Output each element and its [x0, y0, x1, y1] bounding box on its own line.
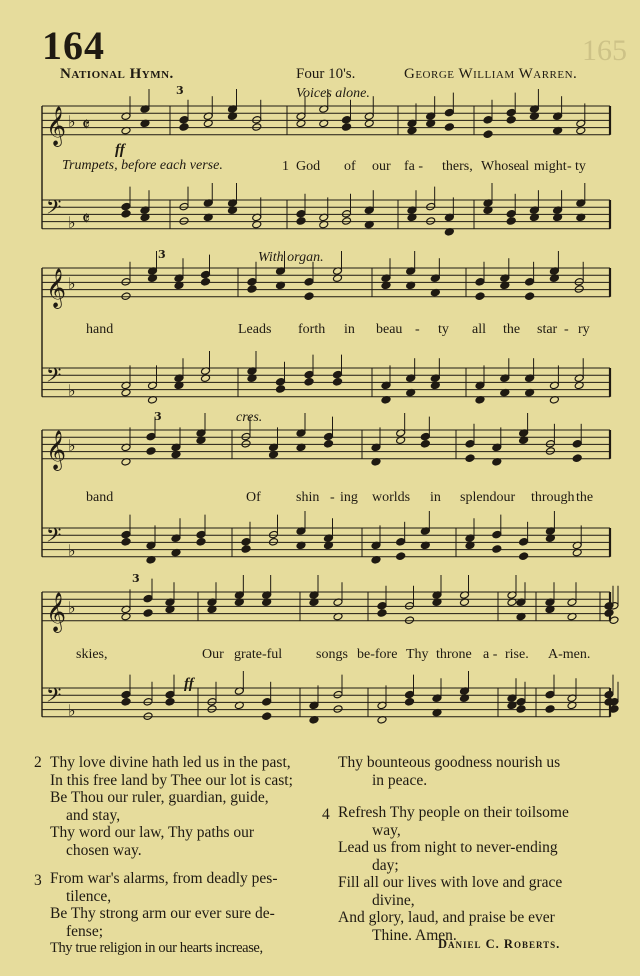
time-signature-icon: 𝄵 [82, 114, 91, 136]
triplet-marking: 3 [132, 572, 140, 585]
bleed-through-number: 165 [582, 34, 627, 67]
note-head [333, 690, 343, 699]
lyric: skies, [76, 647, 108, 662]
note-head [396, 552, 406, 561]
note-head [506, 116, 516, 125]
note-head [196, 530, 206, 539]
note-head [196, 538, 206, 547]
verse-line: and stay, [66, 806, 121, 824]
note-head [241, 545, 251, 554]
meter: Four 10's. [296, 66, 356, 82]
lyric: splendour [460, 490, 516, 505]
note-head [396, 538, 406, 547]
verse-line: Refresh Thy people on their toilsome [338, 804, 569, 821]
note-head [262, 698, 272, 707]
note-head [574, 285, 584, 294]
note-head [207, 705, 217, 714]
treble-clef-icon: 𝄞 [46, 591, 67, 632]
note-head [545, 705, 555, 714]
verse-line: Be Thy strong arm our ever sure de- [50, 905, 275, 922]
flat-icon: ♭ [68, 381, 76, 401]
flat-icon: ♭ [68, 274, 76, 293]
lyric: our [372, 159, 391, 174]
note-head [121, 292, 131, 301]
verse-line: Thy bounteous goodness nourish us [338, 754, 561, 771]
lyric: might [534, 159, 567, 174]
lyric: songs [316, 647, 348, 662]
lyric: of [344, 159, 356, 174]
lyric: 1 [282, 159, 289, 174]
note-head [377, 602, 387, 611]
note-head [247, 278, 257, 287]
note-head [201, 278, 211, 287]
lyric: - [564, 322, 569, 337]
note-head [121, 210, 131, 219]
flat-icon: ♭ [68, 112, 76, 131]
note-head [269, 538, 279, 547]
note-head [304, 378, 314, 387]
lyric: band [86, 490, 114, 505]
verse-line: divine, [372, 891, 415, 909]
note-head [146, 432, 156, 441]
note-head [333, 705, 343, 714]
verse-line: in peace. [372, 771, 428, 789]
verse-line: Thy word our law, Thy paths our [50, 824, 255, 841]
treble-clef-icon: 𝄞 [46, 429, 67, 470]
lyric: in [344, 322, 355, 337]
lyric: Whose [481, 159, 520, 174]
note-head [121, 690, 131, 699]
lyric: fa - [404, 159, 424, 174]
note-head [483, 130, 493, 139]
note-head [241, 432, 251, 441]
note-head [143, 712, 153, 721]
verse-number: 2 [34, 754, 42, 771]
lyric: A-men. [548, 647, 591, 662]
lyric: ry [578, 322, 590, 337]
lyric: all [472, 322, 486, 337]
note-head [252, 116, 262, 125]
verse-4 [338, 804, 569, 944]
note-head [545, 440, 555, 449]
note-head [241, 440, 251, 449]
verse-line: From war's alarms, from deadly pes- [50, 870, 278, 887]
note-head [296, 217, 306, 226]
flat-icon: ♭ [68, 436, 76, 455]
note-head [252, 123, 262, 132]
note-head [342, 123, 352, 132]
note-head [465, 440, 475, 449]
note-head [444, 108, 454, 117]
with-organ-marking: With organ. [258, 250, 324, 265]
lyric: a - [483, 647, 498, 662]
verse-line: chosen way. [66, 841, 142, 859]
note-head [516, 698, 526, 707]
note-head [333, 370, 343, 379]
tune-name: National Hymn. [60, 66, 174, 82]
note-head [475, 292, 485, 301]
ff-dynamic: ff [115, 142, 125, 158]
triplet-marking: 3 [176, 84, 184, 97]
lyric: hand [86, 322, 114, 337]
note-head [525, 278, 535, 287]
lyric: through [531, 490, 575, 505]
lyric: thers, [442, 159, 473, 174]
lyric: worlds [372, 490, 411, 505]
note-head [444, 123, 454, 132]
note-head [143, 594, 153, 603]
note-head [525, 292, 535, 301]
lyric: star [537, 322, 558, 337]
verse-line: In this free land by Thee our lot is cast; [50, 771, 293, 789]
note-head [604, 609, 614, 618]
flat-icon: ♭ [68, 701, 76, 721]
bass-clef-icon: 𝄢 [46, 363, 62, 392]
note-head [121, 530, 131, 539]
note-head [304, 370, 314, 379]
note-head [405, 698, 415, 707]
lyric: God [296, 159, 321, 174]
lyric: grate-ful [234, 647, 283, 662]
verse-line: Thy love divine hath led us in the past, [50, 754, 291, 771]
author: Daniel C. Roberts. [438, 937, 561, 951]
verse-line: day; [372, 856, 399, 874]
note-head [516, 705, 526, 714]
note-head [506, 210, 516, 219]
note-head [475, 278, 485, 287]
verse-3 [50, 870, 277, 958]
note-head [207, 698, 217, 707]
lyric: - [415, 322, 420, 337]
lyric: ty [438, 322, 449, 337]
note-head [333, 378, 343, 387]
treble-clef-icon: 𝄞 [46, 267, 67, 308]
composer: George William Warren. [404, 66, 578, 82]
note-head [545, 690, 555, 699]
note-head [276, 385, 286, 394]
verse-line: Fill all our lives with love and grace [338, 874, 563, 891]
note-head [604, 690, 614, 699]
verse-line: Be Thou our ruler, guardian, guide, [50, 789, 269, 806]
note-head [405, 602, 415, 611]
lyric: the [503, 322, 521, 337]
note-head [420, 440, 430, 449]
note-head [179, 202, 189, 211]
verse-3-continued [338, 754, 560, 789]
lyric: beau [376, 322, 403, 337]
note-head [276, 378, 286, 387]
verse-line: And glory, laud, and praise be ever [338, 909, 555, 926]
note-head [426, 202, 436, 211]
note-head [426, 217, 436, 226]
note-head [247, 285, 257, 294]
note-head [492, 545, 502, 554]
verse-line: Lead us from night to never-ending [338, 839, 558, 856]
lyric: Our [202, 647, 224, 662]
lyric: shin [296, 490, 320, 505]
verse-line: way, [372, 821, 401, 839]
verse-line: Thine. Amen. [372, 926, 457, 944]
note-head [572, 440, 582, 449]
verse-number: 4 [322, 806, 330, 823]
note-head [121, 698, 131, 707]
voices-alone-marking: Voices alone. [296, 86, 370, 101]
note-head [179, 217, 189, 226]
lyric: Of [246, 490, 261, 505]
note-head [405, 616, 415, 625]
note-head [165, 690, 175, 699]
hymn-number: 164 [42, 23, 105, 68]
note-head [377, 609, 387, 618]
lyric: - [567, 159, 572, 174]
note-head [342, 210, 352, 219]
flat-icon: ♭ [68, 541, 76, 561]
note-head [342, 217, 352, 226]
lyric: - [330, 490, 335, 505]
note-head [269, 530, 279, 539]
note-head [324, 440, 334, 449]
bass-clef-icon: 𝄢 [46, 523, 62, 552]
note-head [483, 116, 493, 125]
note-head [296, 210, 306, 219]
note-head [304, 292, 314, 301]
note-head [179, 116, 189, 125]
verse-line: fense; [66, 922, 104, 940]
note-head [324, 432, 334, 441]
triplet-marking: 3 [158, 248, 166, 261]
note-head [420, 432, 430, 441]
note-head [121, 538, 131, 547]
flat-icon: ♭ [68, 213, 76, 233]
bass-clef-icon: 𝄢 [46, 683, 62, 712]
verse-2 [50, 754, 293, 859]
lyric: forth [298, 322, 326, 337]
note-head [506, 108, 516, 117]
flat-icon: ♭ [68, 598, 76, 617]
note-head [342, 116, 352, 125]
verse-number: 3 [34, 872, 42, 889]
triplet-marking: 3 [154, 410, 162, 423]
note-head [165, 698, 175, 707]
note-head [545, 447, 555, 456]
lyric: Leads [238, 322, 272, 337]
note-head [492, 530, 502, 539]
cres-marking: cres. [236, 410, 263, 425]
lyric: in [430, 490, 441, 505]
ff-dynamic-2: ff [184, 676, 194, 692]
note-head [179, 123, 189, 132]
lyric: throne [436, 647, 472, 662]
lyric: the [576, 490, 594, 505]
note-head [121, 202, 131, 211]
note-head [262, 712, 272, 721]
note-head [572, 454, 582, 463]
trumpets-marking: Trumpets, before each verse. [62, 158, 223, 173]
note-head [519, 552, 529, 561]
lyric: be-fore [357, 647, 398, 662]
note-head [506, 217, 516, 226]
note-head [121, 278, 131, 287]
note-head [146, 447, 156, 456]
note-head [574, 278, 584, 287]
note-head [304, 278, 314, 287]
lyric: al [519, 159, 530, 174]
note-head [405, 690, 415, 699]
note-head [465, 454, 475, 463]
note-head [143, 698, 153, 707]
note-head [241, 538, 251, 547]
note-head [201, 270, 211, 279]
treble-clef-icon: 𝄞 [46, 105, 67, 146]
verse-line: tilence, [66, 887, 112, 905]
bass-clef-icon: 𝄢 [46, 195, 62, 224]
verse-line: Thy true religion in our hearts increase, [50, 940, 263, 956]
note-head [143, 609, 153, 618]
lyric: Thy [406, 647, 429, 662]
lyric: ty [575, 159, 586, 174]
note-head [519, 538, 529, 547]
lyric: ing [340, 490, 358, 505]
lyric: rise. [505, 647, 529, 662]
time-signature-icon: 𝄵 [82, 208, 91, 230]
